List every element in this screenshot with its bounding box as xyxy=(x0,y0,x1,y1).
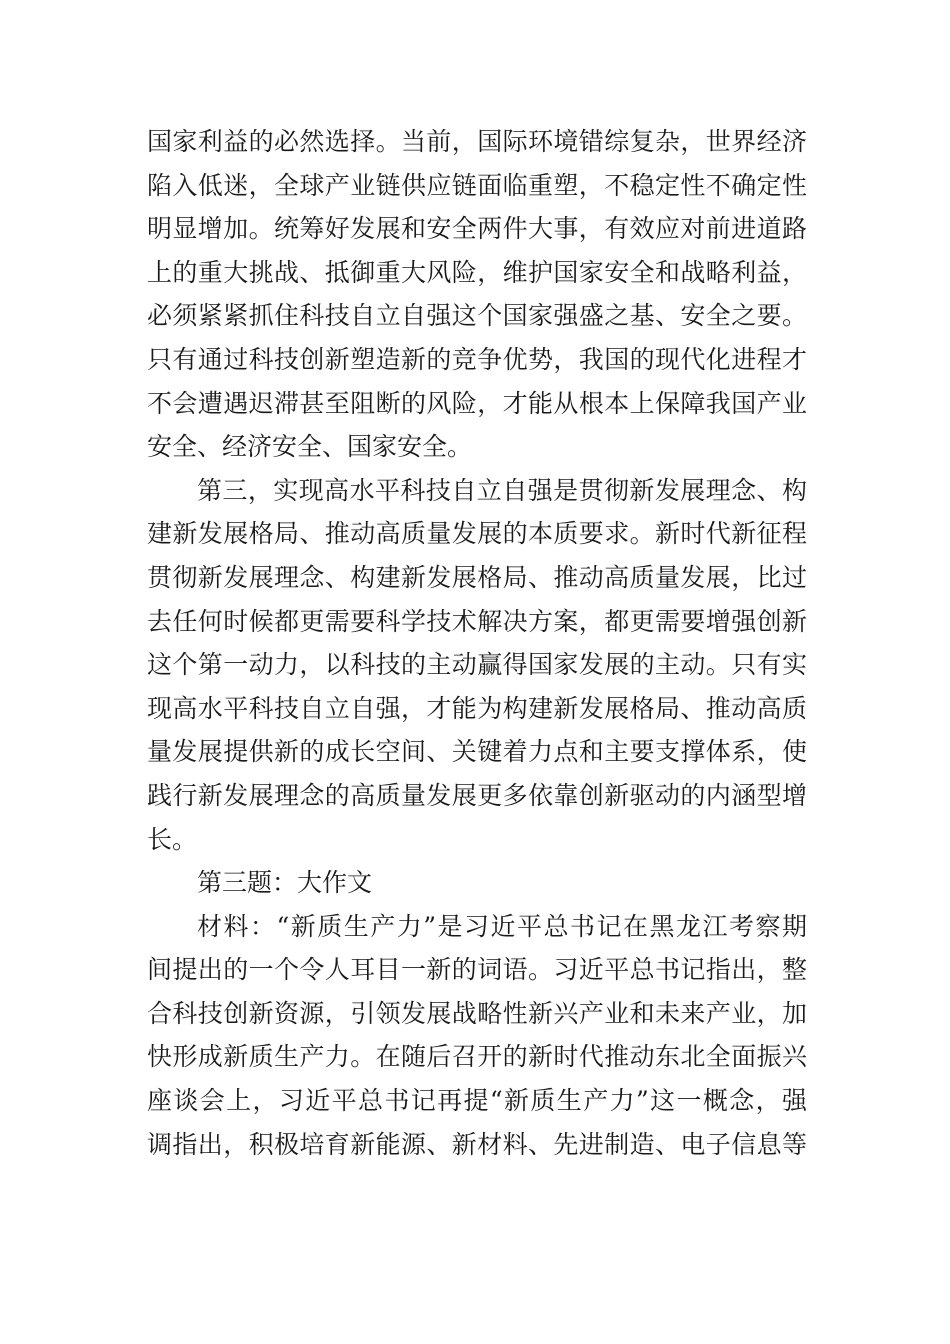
section-heading: 第三题：大作文 xyxy=(197,868,373,898)
text-line: 安全、经济安全、国家安全。 xyxy=(147,432,473,462)
text-line: 建新发展格局、推动高质量发展的本质要求。新时代新征程 xyxy=(147,519,807,549)
body-text xyxy=(147,120,807,1166)
text-line: 陷入低迷，全球产业链供应链面临重塑，不稳定性不确定性 xyxy=(147,170,807,200)
text-line: 调指出，积极培育新能源、新材料、先进制造、电子信息等 xyxy=(147,1129,807,1159)
text-line: 践行新发展理念的高质量发展更多依靠创新驱动的内涵型增 xyxy=(147,780,807,810)
paragraph-first-line: 第三，实现高水平科技自立自强是贯彻新发展理念、构 xyxy=(197,475,807,505)
text-line: 长。 xyxy=(147,824,198,854)
text-line: 快形成新质生产力。在随后召开的新时代推动东北全面振兴 xyxy=(147,1042,807,1072)
text-line: 现高水平科技自立自强，才能为构建新发展格局、推动高质 xyxy=(147,693,807,723)
text-line: 座谈会上，习近平总书记再提“新质生产力”这一概念，强 xyxy=(147,1086,807,1116)
text-line: 必须紧紧抓住科技自立自强这个国家强盛之基、安全之要。 xyxy=(147,301,807,331)
text-line: 这个第一动力，以科技的主动赢得国家发展的主动。只有实 xyxy=(147,650,807,680)
text-line: 合科技创新资源，引领发展战略性新兴产业和未来产业，加 xyxy=(147,998,807,1028)
text-line: 去任何时候都更需要科学技术解决方案，都更需要增强创新 xyxy=(147,606,807,636)
text-line: 间提出的一个令人耳目一新的词语。习近平总书记指出，整 xyxy=(147,955,807,985)
paragraph-first-line: 材料：“新质生产力”是习近平总书记在黑龙江考察期 xyxy=(197,911,807,941)
text-line: 国家利益的必然选择。当前，国际环境错综复杂，世界经济 xyxy=(147,127,807,156)
text-line: 不会遭遇迟滞甚至阻断的风险，才能从根本上保障我国产业 xyxy=(147,388,807,418)
text-line: 明显增加。统筹好发展和安全两件大事，有效应对前进道路 xyxy=(147,214,807,244)
text-line: 贯彻新发展理念、构建新发展格局、推动高质量发展，比过 xyxy=(147,562,807,592)
text-line: 上的重大挑战、抵御重大风险，维护国家安全和战略利益， xyxy=(147,257,807,287)
text-line: 量发展提供新的成长空间、关键着力点和主要支撑体系，使 xyxy=(147,737,807,767)
text-line: 只有通过科技创新塑造新的竞争优势，我国的现代化进程才 xyxy=(147,344,807,374)
